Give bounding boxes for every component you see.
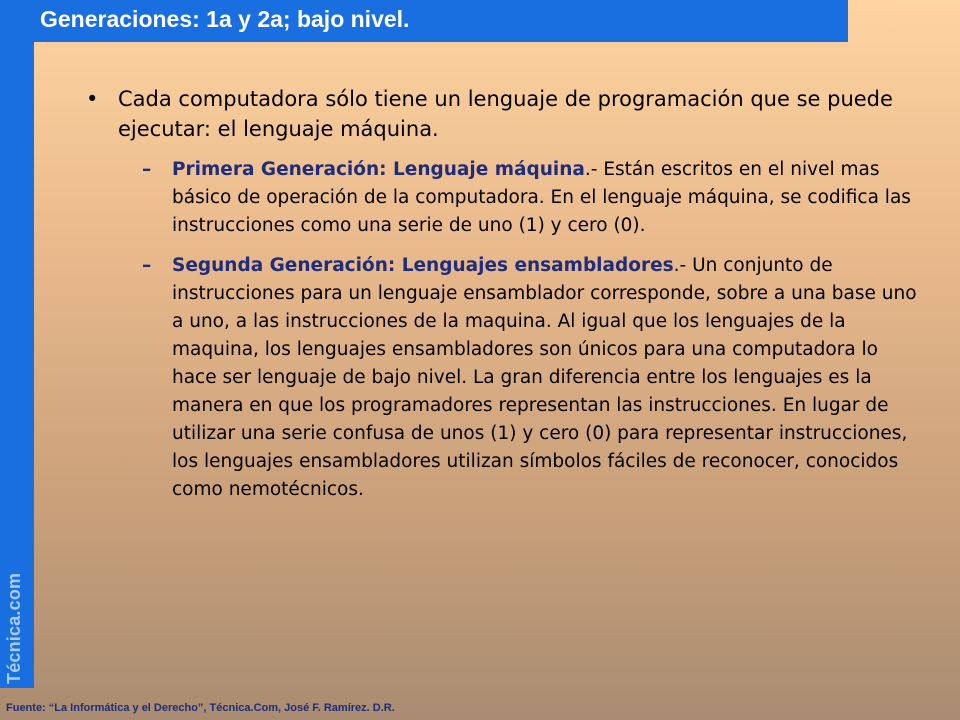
vertical-brand-label: Técnica.com: [4, 572, 24, 684]
sub-item-second-generation: [142, 252, 920, 504]
sub-item-text: .- Un conjunto de instrucciones para un lenguaje ensamblador corresponde, sobre a una base uno a uno, a las instrucciones de la maquina. Al igual que los lenguajes de la maquina, los lenguajes ensambladores son únicos para una computadora lo hace ser lenguaje de bajo nivel. La gran diferencia entre los lenguajes es la manera en que los programadores representan las instrucciones. En lugar de utilizar una serie confusa de unos (1) y cero (0) para representar instrucciones, los lenguajes ensambladores utilizan símbolos fáciles de reconocer, conocidos como nemotécnicos.: [172, 255, 917, 500]
sub-item-title: Segunda Generación: Lenguajes ensambladores: [172, 255, 674, 276]
main-bullet: [84, 84, 920, 144]
title-bar: [0, 0, 848, 42]
dash-icon: –: [142, 255, 152, 276]
bullet-icon: •: [86, 87, 99, 111]
slide-content: [84, 84, 920, 504]
slide-title: Generaciones: 1a y 2a; bajo nivel.: [40, 6, 410, 32]
source-footer: Fuente: “La Informática y el Derecho”, Técnica.Com, José F. Ramírez. D.R.: [6, 702, 395, 714]
dash-icon: –: [142, 159, 152, 180]
main-bullet-text: Cada computadora sólo tiene un lenguaje de programación que se puede ejecutar: el lenguaje máquina.: [118, 87, 893, 141]
sub-item-title: Primera Generación: Lenguaje máquina: [172, 159, 585, 180]
sub-item-first-generation: [142, 156, 920, 240]
sub-item-text: .- Están escritos en el nivel mas básico de operación de la computadora. En el lenguaje máquina, se codifica las instrucciones como una serie de uno (1) y cero (0).: [172, 159, 911, 236]
